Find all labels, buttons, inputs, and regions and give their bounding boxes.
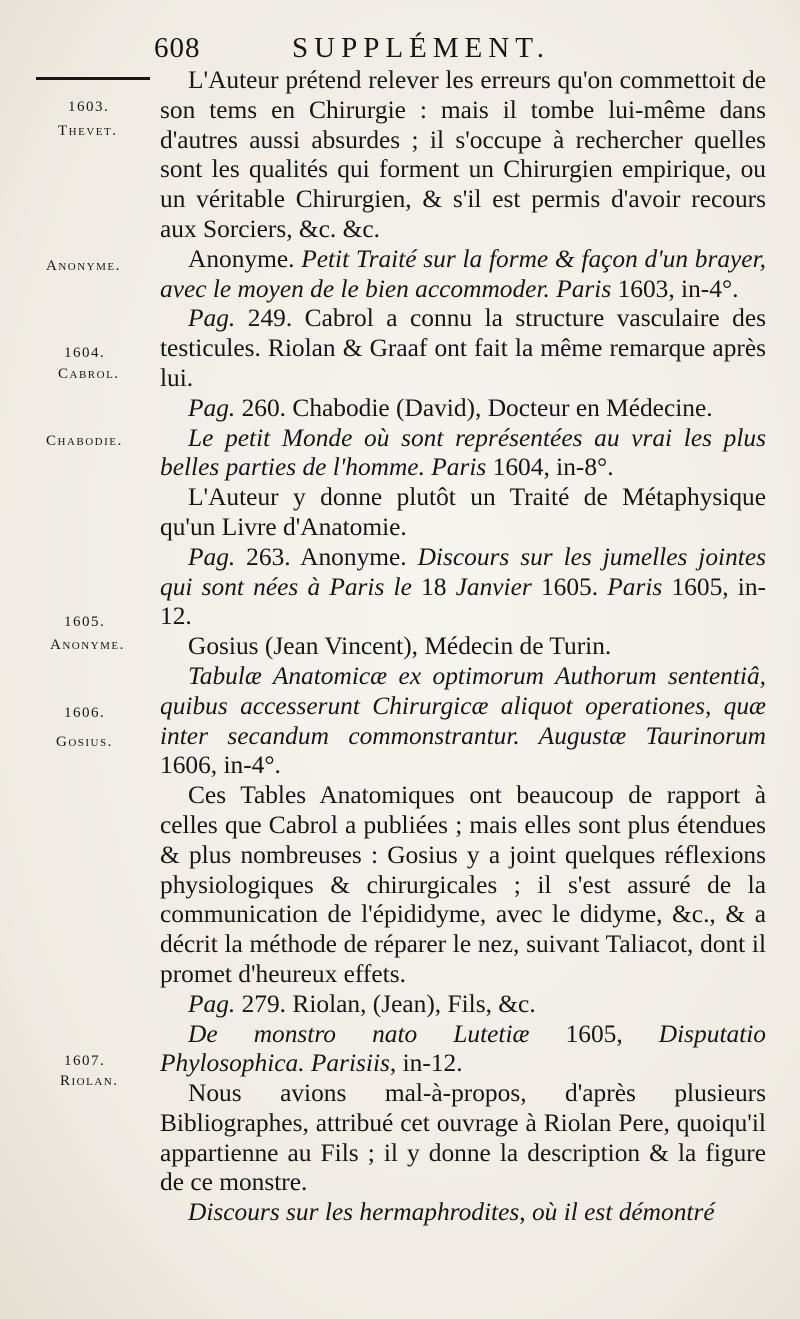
- margin-note: 1603.: [68, 99, 110, 115]
- paragraph: Anonyme. Petit Traité sur la forme & façon d'un brayer, avec le moyen de le bien accommoder. Paris 1603, in-4°.: [160, 244, 766, 303]
- body-text: [160, 66, 766, 1228]
- margin-note: Chabodie.: [46, 433, 123, 449]
- page-number: 608: [154, 32, 201, 64]
- paragraph: L'Auteur prétend relever les erreurs qu'on commettoit de son tems en Chirurgie : mais il tombe lui-même dans d'autres aussi absurdes ; il s'occupe à rechercher quelles sont les qualités qui forment un Chirurgien empirique, ou un véritable Chirurgien, & s'il est permis d'avoir recours aux Sorciers, &c. &c.: [160, 66, 766, 243]
- margin-note: Cabrol.: [58, 366, 120, 382]
- paragraph: L'Auteur y donne plutôt un Traité de Métaphysique qu'un Livre d'Anatomie.: [160, 483, 766, 541]
- paragraph: Pag. 263. Anonyme. Discours sur les jumelles jointes qui sont nées à Paris le 18 Janvier 1605. Paris 1605, in-12.: [160, 542, 766, 631]
- paragraph: Discours sur les hermaphrodites, où il est démontré: [188, 1198, 715, 1227]
- margin-note: Anonyme.: [50, 637, 125, 653]
- margin-note: 1607.: [64, 1053, 106, 1069]
- margin-note: Anonyme.: [46, 258, 121, 274]
- margin-note: Thevet.: [58, 123, 118, 139]
- margin-note: Riolan.: [60, 1073, 119, 1089]
- margin-note: 1605.: [64, 614, 106, 630]
- paragraph: Tabulæ Anatomicæ ex optimorum Authorum sententiâ, quibus accesserunt Chirurgicæ aliquot operationes, quæ inter secandum commonstrantur. Augustæ Taurinorum 1606, in-4°.: [160, 661, 766, 780]
- margin-note: 1604.: [64, 345, 106, 361]
- paragraph: Pag. 249. Cabrol a connu la structure vasculaire des testicules. Riolan & Graaf ont fait la même remarque après lui.: [160, 304, 766, 392]
- paragraph: Ces Tables Anatomiques ont beaucoup de rapport à celles que Cabrol a publiées ; mais elles sont plus étendues & plus nombreuses : Gosius y a joint quelques réflexions physiologiques & chirurgicales ; il s'est assuré de la communication de l'épididyme, avec le didyme, &c., & a décrit la méthode de réparer le nez, suivant Taliacot, dont il promet d'heureux effets.: [160, 781, 766, 988]
- paragraph: Nous avions mal-à-propos, d'après plusieurs Bibliographes, attribué cet ouvrage à Riolan Pere, quoiqu'il appartienne au Fils ; il y donne la description & la figure de ce monstre.: [160, 1079, 766, 1197]
- paragraph: Gosius (Jean Vincent), Médecin de Turin.: [188, 632, 612, 661]
- margin-note: 1606.: [64, 705, 106, 721]
- margin-notes: [0, 0, 160, 1319]
- paragraph: De monstro nato Lutetiæ 1605, Disputatio Phylosophica. Parisiis, in-12.: [160, 1019, 766, 1078]
- paragraph: Pag. 279. Riolan, (Jean), Fils, &c.: [188, 989, 536, 1018]
- running-title: SUPPLÉMENT.: [292, 32, 551, 64]
- paragraph: Pag. 260. Chabodie (David), Docteur en Médecine.: [188, 393, 713, 422]
- margin-note: Gosius.: [56, 734, 113, 750]
- paragraph: Le petit Monde où sont représentées au vrai les plus belles parties de l'homme. Paris 1604, in-8°.: [160, 423, 766, 482]
